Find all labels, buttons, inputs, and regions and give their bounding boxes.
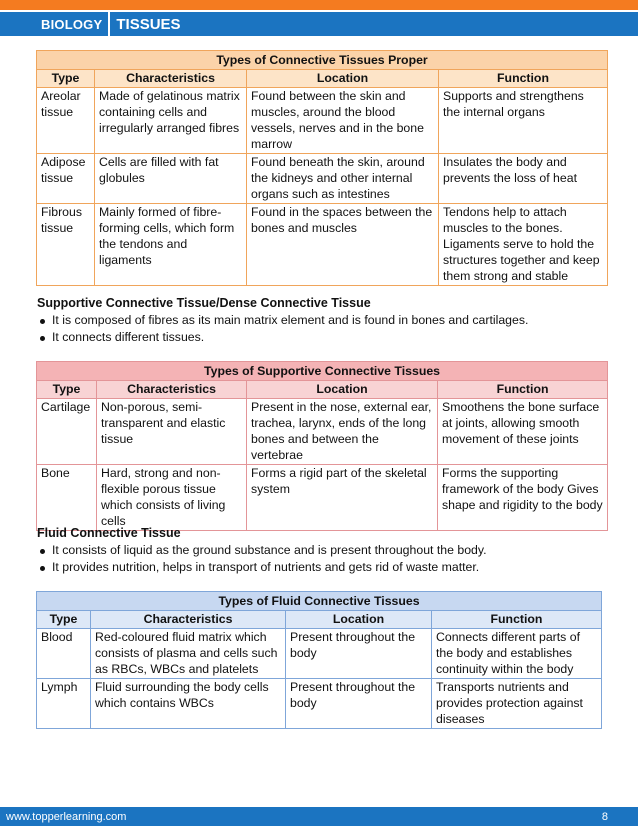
cell-characteristics: Hard, strong and non-flexible porous tissue which consists of living cells: [97, 465, 247, 531]
footer-website-link[interactable]: www.topperlearning.com: [6, 810, 127, 823]
table-title: Types of Fluid Connective Tissues: [37, 592, 602, 611]
cell-function: Tendons help to attach muscles to the bones. Ligaments serve to hold the structures together and keep them strong and stable: [439, 204, 608, 286]
table-row: [37, 88, 608, 154]
cell-characteristics: Mainly formed of fibre-forming cells, which form the tendons and ligaments: [95, 204, 247, 286]
column-header-characteristics: Characteristics: [91, 611, 286, 629]
cell-type: Adipose tissue: [37, 154, 95, 204]
list-item: It is composed of fibres as its main matrix element and is found in bones and cartilages.: [37, 312, 528, 329]
fluid-section-title: Fluid Connective Tissue: [37, 526, 181, 540]
supportive-connective-tissues-table: [36, 361, 608, 531]
column-header-type: Type: [37, 611, 91, 629]
subject-label: BIOLOGY: [41, 16, 103, 32]
topic-label: TISSUES: [116, 15, 181, 33]
cell-function: Supports and strengthens the internal organs: [439, 88, 608, 154]
cell-characteristics: Fluid surrounding the body cells which contains WBCs: [91, 679, 286, 729]
page-number: 8: [601, 810, 608, 823]
cell-location: Present throughout the body: [286, 629, 432, 679]
column-header-location: Location: [247, 70, 439, 88]
list-item: It connects different tissues.: [37, 329, 528, 346]
cell-location: Present throughout the body: [286, 679, 432, 729]
cell-function: Insulates the body and prevents the loss of heat: [439, 154, 608, 204]
supportive-bullet-list: [37, 312, 528, 346]
list-item: It consists of liquid as the ground substance and is present throughout the body.: [37, 542, 487, 559]
table-title: Types of Supportive Connective Tissues: [37, 362, 608, 381]
fluid-bullet-list: [37, 542, 487, 576]
page-footer: [0, 807, 638, 826]
column-header-location: Location: [286, 611, 432, 629]
column-header-characteristics: Characteristics: [97, 381, 247, 399]
cell-characteristics: Red-coloured fluid matrix which consists of plasma and cells such as RBCs, WBCs and platelets: [91, 629, 286, 679]
list-item: It provides nutrition, helps in transport of nutrients and gets rid of waste matter.: [37, 559, 487, 576]
table-row: [37, 154, 608, 204]
column-header-type: Type: [37, 70, 95, 88]
cell-function: Smoothens the bone surface at joints, allowing smooth movement of these joints: [438, 399, 608, 465]
cell-location: Forms a rigid part of the skeletal system: [247, 465, 438, 531]
page-header: [0, 12, 638, 36]
cell-function: Forms the supporting framework of the body Gives shape and rigidity to the body: [438, 465, 608, 531]
cell-function: Transports nutrients and provides protection against diseases: [432, 679, 602, 729]
cell-characteristics: Made of gelatinous matrix containing cells and irregularly arranged fibres: [95, 88, 247, 154]
cell-location: Found beneath the skin, around the kidneys and other internal organs such as intestines: [247, 154, 439, 204]
cell-type: Areolar tissue: [37, 88, 95, 154]
column-header-function: Function: [438, 381, 608, 399]
column-header-function: Function: [432, 611, 602, 629]
top-accent-bar: [0, 0, 638, 10]
cell-characteristics: Cells are filled with fat globules: [95, 154, 247, 204]
cell-function: Connects different parts of the body and establishes continuity within the body: [432, 629, 602, 679]
column-header-type: Type: [37, 381, 97, 399]
connective-tissues-proper-table: [36, 50, 608, 286]
cell-type: Fibrous tissue: [37, 204, 95, 286]
table-title: Types of Connective Tissues Proper: [37, 51, 608, 70]
column-header-function: Function: [439, 70, 608, 88]
table-row: [37, 629, 602, 679]
cell-characteristics: Non-porous, semi-transparent and elastic tissue: [97, 399, 247, 465]
cell-type: Blood: [37, 629, 91, 679]
cell-location: Present in the nose, external ear, trachea, larynx, ends of the long bones and between the vertebrae: [247, 399, 438, 465]
fluid-connective-tissues-table: [36, 591, 602, 729]
cell-type: Cartilage: [37, 399, 97, 465]
table-row: [37, 204, 608, 286]
table-row: [37, 399, 608, 465]
supportive-section-title: Supportive Connective Tissue/Dense Connective Tissue: [37, 296, 371, 310]
column-header-characteristics: Characteristics: [95, 70, 247, 88]
cell-location: Found in the spaces between the bones and muscles: [247, 204, 439, 286]
cell-location: Found between the skin and muscles, around the blood vessels, nerves and in the bone marrow: [247, 88, 439, 154]
cell-type: Bone: [37, 465, 97, 531]
table-row: [37, 679, 602, 729]
cell-type: Lymph: [37, 679, 91, 729]
table-row: [37, 465, 608, 531]
column-header-location: Location: [247, 381, 438, 399]
